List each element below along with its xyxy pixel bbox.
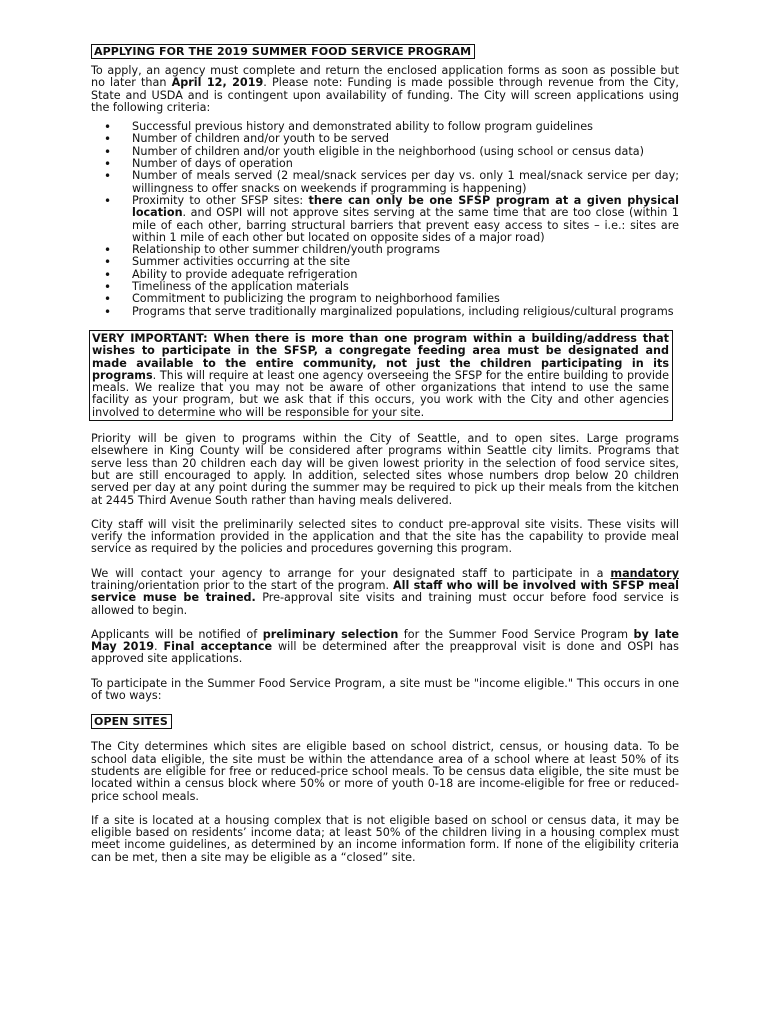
criteria-item: • Timeliness of the application materials [91, 281, 679, 293]
intro-text: To apply, an agency must complete and return the enclosed application forms as soon as possible but no later than [91, 64, 679, 90]
training-paragraph [91, 568, 679, 617]
important-notice [92, 333, 669, 419]
proximity-emphasis: there can only be one SFSP program at a given physical location [132, 193, 679, 220]
housing-paragraph: If a site is located at a housing complex that is not eligible based on school or census data, it may be eligible based on residents’ income data; at least 50% of the children living in a housing complex must meet income guidelines, as determined by an income information form. If none of the eligibility criteria can be met, then a site may be eligible as a “closed” site. [91, 813, 679, 864]
criteria-item: • Summer activities occurring at the site [91, 256, 679, 268]
important-emphasis: VERY IMPORTANT: When there is more than one program within a building/address that wishes to participate in the SFSP, a congregate feeding area must be designated and made available to the entire community, not just the children participating in its programs [92, 331, 669, 382]
proximity-text: Proximity to other SFSP sites: [132, 193, 309, 207]
deadline-date: April 12, 2019 [171, 76, 264, 90]
criteria-item: • Number of days of operation [91, 158, 679, 170]
notification-text: for the Summer Food Service Program [398, 627, 634, 641]
training-text-rest: Pre-approval site visits and training must occur before food service is allowed to begin. [91, 591, 679, 617]
open-sites-paragraph: The City determines which sites are eligible based on school district, census, or housing data. To be school data eligible, the site must be within the attendance area of a school where at least 50% of its students are eligible for free or reduced-price school meals. To be census data eligible, the site must be located within a census block where 50% or more of youth 0-18 are income-eligible for free or reduced-price school meals. [91, 740, 679, 803]
criteria-item: • Number of children and/or youth to be served [91, 133, 679, 145]
notification-paragraph [91, 629, 679, 666]
criteria-item: • Number of children and/or youth eligible in the neighborhood (using school or census data) [91, 146, 679, 158]
training-emphasis: All staff who will be involved with SFSP meal service muse be trained. [91, 578, 679, 605]
criteria-item: • Ability to provide adequate refrigeration [91, 269, 679, 281]
notification-text: . [154, 640, 164, 654]
notification-text: will be determined after the preapproval visit is done and OSPI has approved site applications. [91, 640, 679, 666]
priority-paragraph: Priority will be given to programs within the City of Seattle, and to open sites. Large programs elsewhere in King County will be considered after programs within Seattle city limits. Programs that serve less than 20 children each day will be given lowest priority in the selection of food service sites, but are still encouraged to apply. In addition, selected sites whose numbers drop below 20 children served per day at any point during the summer may be required to pick up their meals from the kitchen at 2445 Third Avenue South rather than having meals delivered. [91, 432, 679, 507]
notification-text: Applicants will be notified of [91, 627, 263, 641]
criteria-item: • Commitment to publicizing the program to neighborhood families [91, 293, 679, 305]
page-title: APPLYING FOR THE 2019 SUMMER FOOD SERVICE PROGRAM [91, 44, 475, 59]
criteria-item: • Programs that serve traditionally marginalized populations, including religious/cultural programs [91, 306, 679, 318]
open-sites-heading: OPEN SITES [91, 714, 172, 729]
final-acceptance-emphasis: Final acceptance [163, 640, 273, 654]
document-page [91, 44, 679, 864]
mandatory-emphasis: mandatory [610, 566, 679, 580]
training-text: We will contact your agency to arrange for your designated staff to participate in a [91, 566, 611, 580]
preliminary-selection-emphasis: preliminary selection [262, 627, 399, 641]
date-emphasis: by late May 2019 [91, 627, 679, 654]
important-text: . This will require at least one agency overseeing the SFSP for the entire building to provide meals. We realize that you may not be aware of other organizations that intend to use the same facility as your program, but we ask that if this occurs, you work with the City and other agencies involved to determine who will be responsible for your site. [92, 368, 669, 419]
income-eligible-paragraph: To participate in the Summer Food Service Program, a site must be "income eligible." This occurs in one of two ways: [91, 676, 679, 703]
criteria-list [91, 121, 679, 318]
important-notice-box [89, 330, 673, 421]
site-visits-paragraph: City staff will visit the preliminarily selected sites to conduct pre-approval site visits. These visits will verify the information provided in the application and that the site has the capability to provide meal service as required by the policies and procedures governing this program. [91, 517, 679, 556]
criteria-item-proximity [91, 195, 679, 244]
training-text-middle: training/orientation prior to the start of the program. [91, 578, 393, 592]
criteria-item: • Relationship to other summer children/youth programs [91, 244, 679, 256]
criteria-item: • Successful previous history and demonstrated ability to follow program guidelines [91, 121, 679, 133]
proximity-text-rest: . and OSPI will not approve sites serving at the same time that are too close (within 1 mile of each other, barring structural barriers that prevent easy access to sites – i.e.: sites are within 1 mile of each other but located on opposite sides of a major road) [132, 206, 679, 244]
intro-text-rest: . Please note: Funding is made possible through revenue from the City, State and USDA and is contingent upon availability of funding. The City will screen applications using the following criteria: [91, 76, 679, 114]
criteria-item: • Number of meals served (2 meal/snack services per day vs. only 1 meal/snack service per day; willingness to offer snacks on weekends if programming is happening) [91, 170, 679, 195]
intro-paragraph [91, 65, 679, 114]
